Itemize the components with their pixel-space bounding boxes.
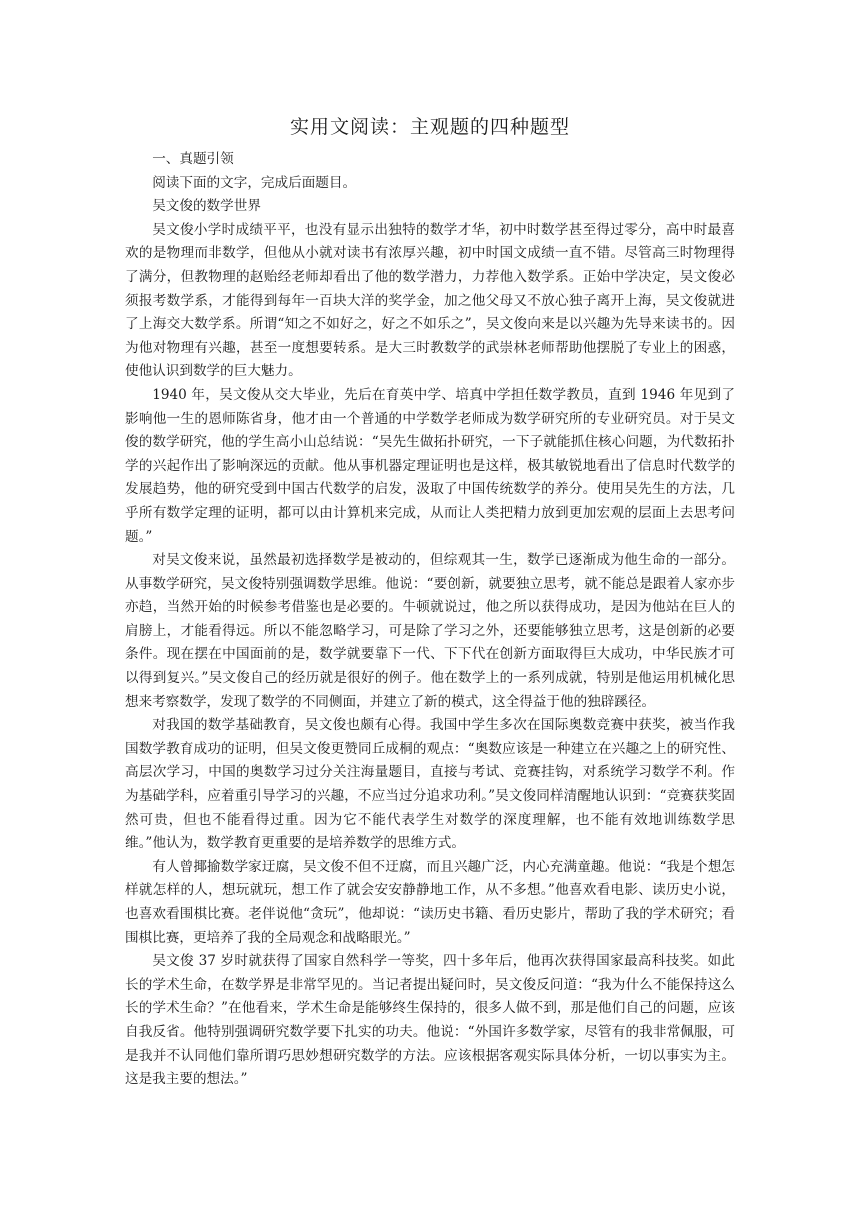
- section-heading: 一、真题引领: [152, 151, 234, 167]
- document-page: [125, 112, 735, 1092]
- paragraph-1: 吴文俊小学时成绩平平，也没有显示出独特的数学才华，初中时数学甚至得过零分，高中时最喜欢的是物理而非数学，但他从小就对读书有浓厚兴趣，初中时国文成绩一直不错。尽管高三时物理得了满分，但教物理的赵贻经老师却看出了他的数学潜力，力荐他入数学系。正始中学决定，吴文俊必须报考数学系，才能得到每年一百块大洋的奖学金，加之他父母又不放心独子离开上海，吴文俊就进了上海交大数学系。所谓“知之不如好之，好之不如乐之”，吴文俊向来是以兴趣为先导来读书的。因为他对物理有兴趣，甚至一度想要转系。是大三时教数学的武崇林老师帮助他摆脱了专业上的困惑，使他认识到数学的巨大魅力。: [125, 221, 735, 380]
- paragraph-6: 吴文俊 37 岁时就获得了国家自然科学一等奖，四十多年后，他再次获得国家最高科技奖。如此长的学术生命，在数学界是非常罕见的。当记者提出疑问时，吴文俊反问道：“我为什么不能保持这么长的学术生命？”在他看来，学术生命是能够终生保持的，很多人做不到，那是他们自己的问题，应该自我反省。他特别强调研究数学要下扎实的功夫。他说：“外国许多数学家，尽管有的我非常佩服，可是我并不认同他们靠所谓巧思妙想研究数学的方法。应该根据客观实际具体分析，一切以事实为主。这是我主要的想法。”: [125, 953, 735, 1088]
- page-title: 实用文阅读：主观题的四种题型: [289, 116, 570, 138]
- paragraph-4: 对我国的数学基础教育，吴文俊也颇有心得。我国中学生多次在国际奥数竞赛中获奖，被当作我国数学教育成功的证明，但吴文俊更赞同丘成桐的观点：“奥数应该是一种建立在兴趣之上的研究性、高层次学习，中国的奥数学习过分关注海量题目，直接与考试、竞赛挂钩，对系统学习数学不利。作为基础学科，应着重引导学习的兴趣，不应当过分追求功利。”吴文俊同样清醒地认识到：“竞赛获奖固然可贵，但也不能看得过重。因为它不能代表学生对数学的深度理解，也不能有效地训练数学思维。”他认为，数学教育更重要的是培养数学的思维方式。: [125, 717, 735, 852]
- paragraph-3: 对吴文俊来说，虽然最初选择数学是被动的，但综观其一生，数学已逐渐成为他生命的一部分。从事数学研究，吴文俊特别强调数学思维。他说：“要创新，就要独立思考，就不能总是跟着人家亦步亦趋，当然开始的时候参考借鉴也是必要的。牛顿就说过，他之所以获得成功，是因为他站在巨人的肩膀上，才能看得远。所以不能忽略学习，可是除了学习之外，还要能够独立思考，这是创新的必要条件。现在摆在中国面前的是，数学就要靠下一代、下下代在创新方面取得巨大成功，中华民族才可以得到复兴。”吴文俊自己的经历就是很好的例子。他在数学上的一系列成就，特别是他运用机械化思想来考察数学，发现了数学的不同侧面，并建立了新的模式，这全得益于他的独辟蹊径。: [125, 552, 735, 710]
- paragraph-2: 1940 年，吴文俊从交大毕业，先后在育英中学、培真中学担任数学教员，直到 1946 年见到了影响他一生的恩师陈省身，他才由一个普通的中学数学老师成为数学研究所的专业研究员。对于吴文俊的数学研究，他的学生高小山总结说：“吴先生做拓扑研究，一下子就能抓住核心问题，为代数拓扑学的兴起作出了影响深远的贡献。他从事机器定理证明也是这样，极其敏锐地看出了信息时代数学的发展趋势，他的研究受到中国古代数学的启发，汲取了中国传统数学的养分。使用吴先生的方法，几乎所有数学定理的证明，都可以由计算机来完成，从而让人类把精力放到更加宏观的层面上去思考问题。”: [125, 386, 735, 545]
- instruction-text: 阅读下面的文字，完成后面题目。: [152, 174, 357, 191]
- article-title: 吴文俊的数学世界: [152, 198, 261, 215]
- paragraph-5: 有人曾揶揄数学家迂腐，吴文俊不但不迂腐，而且兴趣广泛，内心充满童趣。他说：“我是个想怎样就怎样的人，想玩就玩，想工作了就会安安静静地工作，从不多想。”他喜欢看电影、读历史小说，也喜欢看围棋比赛。老伴说他“贪玩”，他却说：“读历史书籍、看历史影片，帮助了我的学术研究；看围棋比赛，更培养了我的全局观念和战略眼光。”: [125, 858, 735, 946]
